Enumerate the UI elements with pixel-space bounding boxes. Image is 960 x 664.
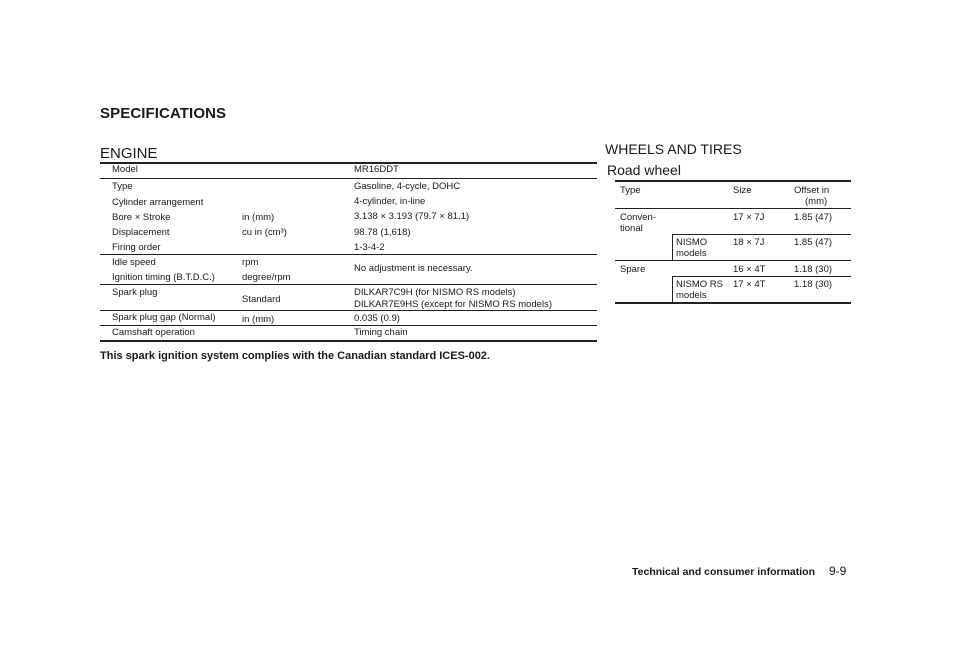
row-value: 3.138 × 3.193 (79.7 × 81.1) (354, 211, 470, 222)
row-subtype: models (676, 290, 707, 301)
row-value: DILKAR7C9H (for NISMO RS models) (354, 287, 516, 298)
compliance-note: This spark ignition system complies with the Canadian standard ICES-002. (100, 350, 490, 362)
row-label: Cylinder arrangement (112, 197, 204, 208)
row-label: Type (112, 181, 133, 192)
table-rule (615, 260, 851, 261)
header-size: Size (733, 185, 752, 196)
row-value: 0.035 (0.9) (354, 313, 400, 324)
engine-heading: ENGINE (100, 145, 158, 162)
row-unit: degree/rpm (242, 272, 291, 283)
row-value: No adjustment is necessary. (354, 263, 473, 274)
row-label: Idle speed (112, 257, 156, 268)
row-label: Spark plug gap (Normal) (112, 312, 216, 323)
table-rule (672, 234, 851, 235)
wheels-heading: WHEELS AND TIRES (605, 141, 742, 157)
table-rule (100, 162, 597, 164)
header-offset: Offset in (794, 185, 830, 196)
table-divider (672, 234, 673, 260)
table-rule (615, 302, 851, 304)
row-label: Spark plug (112, 287, 158, 298)
row-label: Bore × Stroke (112, 212, 171, 223)
table-rule (100, 310, 597, 311)
row-unit: Standard (242, 294, 281, 305)
table-divider (672, 276, 673, 302)
row-subtype: NISMO (676, 237, 708, 248)
row-type: Spare (620, 264, 646, 275)
road-wheel-heading: Road wheel (607, 162, 681, 178)
row-value: Gasoline, 4-cycle, DOHC (354, 181, 461, 192)
header-offset: (mm) (805, 196, 828, 207)
footer-section-title: Technical and consumer information (632, 566, 816, 578)
row-label: Displacement (112, 227, 170, 238)
row-unit: in (mm) (242, 314, 275, 325)
row-value: 98.78 (1,618) (354, 227, 411, 238)
header-type: Type (620, 185, 641, 196)
table-rule (672, 276, 851, 277)
row-type: Conven- (620, 212, 656, 223)
table-rule (100, 178, 597, 179)
row-subtype: NISMO RS (676, 279, 723, 290)
table-rule (615, 180, 851, 182)
row-unit: cu in (cm³) (242, 227, 287, 238)
row-label: Ignition timing (B.T.D.C.) (112, 272, 215, 283)
row-offset: 1.85 (47) (794, 212, 833, 223)
row-label: Camshaft operation (112, 327, 195, 338)
row-label: Firing order (112, 242, 161, 253)
row-unit: rpm (242, 257, 259, 268)
row-unit: in (mm) (242, 212, 275, 223)
row-offset: 1.85 (47) (794, 237, 833, 248)
row-offset: 1.18 (30) (794, 264, 833, 275)
table-rule (100, 340, 597, 342)
row-size: 17 × 7J (733, 212, 765, 223)
row-value: MR16DDT (354, 164, 399, 175)
page-title: SPECIFICATIONS (100, 105, 227, 122)
page-number: 9-9 (829, 564, 847, 578)
table-rule (100, 254, 597, 255)
table-rule (615, 208, 851, 209)
row-type: tional (620, 223, 643, 234)
row-size: 16 × 4T (733, 264, 766, 275)
row-value: 4-cylinder, in-line (354, 196, 426, 207)
row-size: 18 × 7J (733, 237, 765, 248)
row-size: 17 × 4T (733, 279, 766, 290)
row-value: 1-3-4-2 (354, 242, 385, 253)
row-value: DILKAR7E9HS (except for NISMO RS models) (354, 299, 552, 310)
row-subtype: models (676, 248, 707, 259)
table-rule (100, 284, 597, 285)
table-rule (100, 325, 597, 326)
row-label: Model (112, 164, 138, 175)
row-value: Timing chain (354, 327, 408, 338)
row-offset: 1.18 (30) (794, 279, 833, 290)
